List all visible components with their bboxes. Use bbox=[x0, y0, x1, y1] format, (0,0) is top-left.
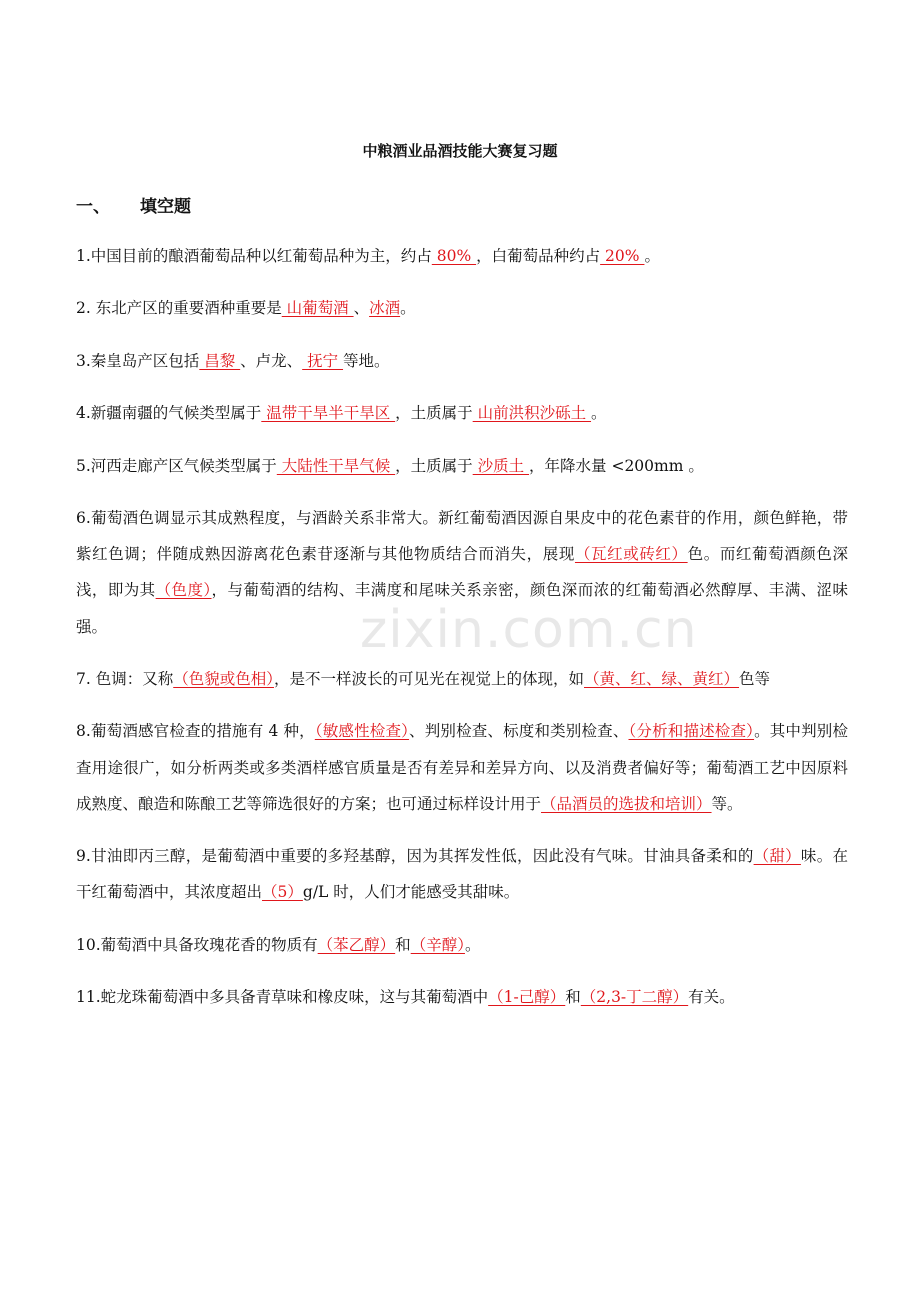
answer-blank: （甜） bbox=[753, 847, 801, 866]
document-title: 中粮酒业品酒技能大赛复习题 bbox=[362, 142, 558, 160]
answer-blank: （分析和描述检查） bbox=[628, 722, 755, 741]
question-text: 等。 bbox=[711, 794, 743, 813]
answer-blank: 20% bbox=[600, 247, 645, 265]
answer-blank: 抚宁 bbox=[302, 351, 344, 370]
question-text: ，年降水量 <200mm 。 bbox=[529, 456, 704, 475]
question-text: ，土质属于 bbox=[395, 456, 473, 475]
question-text: 5.河西走廊产区气候类型属于 bbox=[76, 456, 277, 475]
question-text: 。其中判别检查用途很广，如分析两类或多类酒样感官质量是否有差异和差异方向、以及消费者偏好等；葡萄酒工艺中因原料成熟度、酿造和陈酿工艺等筛选很好的方案；也可通过标样设计用于 bbox=[76, 722, 848, 813]
question-text: 10.葡萄酒中具备玫瑰花香的物质有 bbox=[76, 935, 318, 954]
question-text: 和 bbox=[395, 935, 411, 954]
answer-blank: 山葡萄酒 bbox=[281, 299, 354, 318]
answer-blank: （色貌或色相） bbox=[173, 669, 274, 688]
answer-blank: 昌黎 bbox=[199, 351, 241, 370]
answer-blank: 沙质土 bbox=[472, 456, 530, 475]
answer-blank: （品酒员的选拔和培训） bbox=[541, 794, 712, 813]
answer-blank: （敏感性检查） bbox=[314, 722, 410, 741]
answer-blank: （苯乙醇） bbox=[317, 935, 396, 954]
answer-blank: 温带干旱半干旱区 bbox=[261, 404, 396, 423]
section-heading bbox=[76, 192, 191, 217]
question-text: ，与葡萄酒的结构、丰满度和尾味关系亲密，颜色深而浓的红葡萄酒必然醇厚、丰满、涩味强。 bbox=[76, 581, 848, 636]
section-number: 一、 bbox=[76, 197, 110, 217]
question-item bbox=[76, 343, 848, 379]
question-item bbox=[76, 448, 848, 484]
question-text: g/L 时，人们才能感受其甜味。 bbox=[302, 883, 520, 902]
question-text: 。 bbox=[644, 247, 660, 265]
question-text: 2. 东北产区的重要酒种重要是 bbox=[76, 299, 282, 318]
question-text: 味。在干红葡萄酒中，其浓度超出 bbox=[76, 847, 848, 902]
answer-blank: （辛醇） bbox=[410, 935, 465, 954]
question-item bbox=[76, 838, 848, 910]
question-text: 、卢龙、 bbox=[240, 351, 303, 370]
answer-blank: （5） bbox=[262, 883, 303, 902]
answer-blank: （2,3-丁二醇） bbox=[580, 988, 689, 1007]
question-text: 色等 bbox=[739, 669, 771, 688]
question-text: ，白葡萄品种约占 bbox=[476, 247, 601, 265]
question-text: 7. 色调：又称 bbox=[76, 669, 174, 688]
question-text: 6.葡萄酒色调显示其成熟程度，与酒龄关系非常大。新红葡萄酒因源自果皮中的花色素苷的作用，颜色鲜艳，带紫红色调；伴随成熟因游离花色素苷逐渐与其他物质结合而消失，展现 bbox=[76, 508, 848, 564]
question-text: 1.中国目前的酿酒葡萄品种以红葡萄品种为主，约占 bbox=[76, 247, 432, 265]
answer-blank: 山前洪积沙砾土 bbox=[472, 404, 592, 423]
answer-blank: （黄、红、绿、黄红） bbox=[584, 669, 740, 688]
question-item bbox=[76, 979, 848, 1015]
question-item bbox=[76, 927, 848, 963]
question-item bbox=[76, 661, 848, 697]
question-text: 3.秦皇岛产区包括 bbox=[76, 351, 200, 370]
question-text: 。 bbox=[464, 935, 481, 954]
question-list bbox=[76, 238, 848, 1032]
question-item bbox=[76, 500, 848, 645]
answer-blank: 冰酒 bbox=[369, 299, 401, 318]
question-text: 色。而红葡萄酒颜色深浅，即为其 bbox=[76, 545, 848, 600]
question-text: 、判别检查、标度和类别检查、 bbox=[409, 722, 629, 741]
question-text: 8.葡萄酒感官检查的措施有 4 种， bbox=[76, 722, 315, 741]
question-text: 等地。 bbox=[343, 351, 390, 370]
question-text: 、 bbox=[353, 299, 370, 318]
answer-blank: 大陆性干旱气候 bbox=[276, 456, 396, 475]
answer-blank: （瓦红或砖红） bbox=[574, 545, 688, 564]
question-text: 。 bbox=[591, 404, 607, 423]
question-text: 9.甘油即丙三醇，是葡萄酒中重要的多羟基醇，因为其挥发性低，因此没有气味。甘油具备柔和的 bbox=[76, 847, 754, 866]
question-text: 4.新疆南疆的气候类型属于 bbox=[76, 404, 262, 423]
watermark: zixin.com.cn bbox=[360, 600, 698, 660]
question-text: 和 bbox=[565, 988, 581, 1007]
question-text: 有关。 bbox=[688, 988, 735, 1007]
answer-blank: 80% bbox=[431, 247, 477, 265]
question-item bbox=[76, 395, 848, 431]
question-item bbox=[76, 238, 848, 274]
question-text: 。 bbox=[400, 299, 416, 318]
answer-blank: （色度） bbox=[155, 581, 212, 600]
question-item bbox=[76, 290, 848, 326]
section-label: 填空题 bbox=[140, 197, 191, 217]
question-text: 11.蛇龙珠葡萄酒中多具备青草味和橡皮味，这与其葡萄酒中 bbox=[76, 988, 489, 1007]
question-item bbox=[76, 713, 848, 822]
answer-blank: （1-己醇） bbox=[488, 988, 566, 1007]
question-text: ，土质属于 bbox=[395, 404, 473, 423]
question-text: ，是不一样波长的可见光在视觉上的体现，如 bbox=[273, 669, 584, 688]
